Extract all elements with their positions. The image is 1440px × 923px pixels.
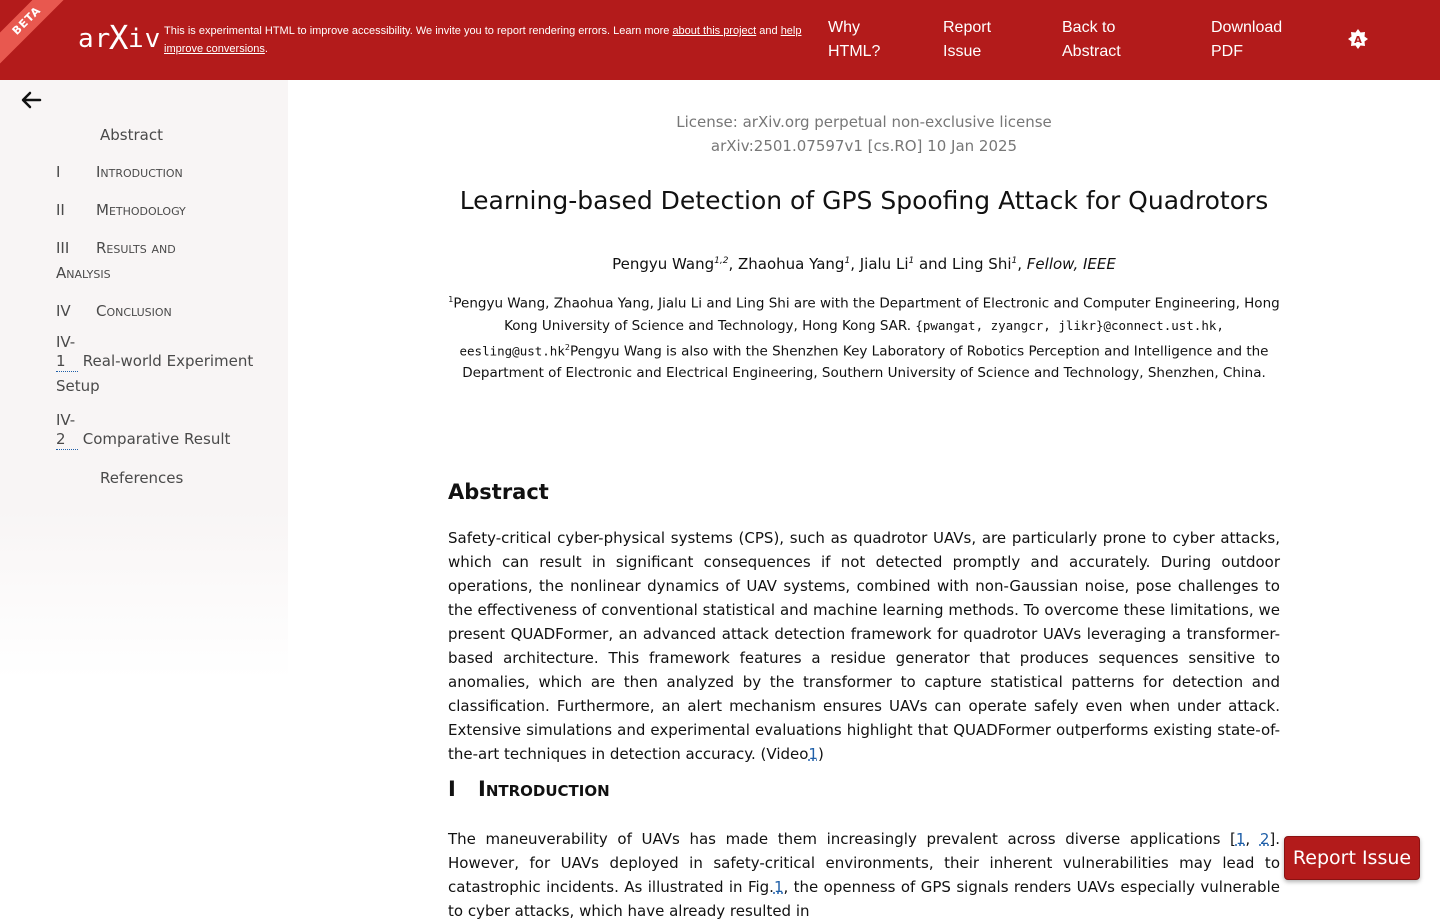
abstract-heading: Abstract bbox=[448, 480, 549, 504]
author-sup: 1,2 bbox=[714, 256, 729, 266]
arxiv-id: arXiv:2501.07597v1 [cs.RO] 10 Jan 2025 bbox=[710, 137, 1018, 155]
arrow-left-icon[interactable] bbox=[20, 90, 42, 110]
author-name: Zhaohua Yang bbox=[738, 255, 845, 273]
nav-label: PDF bbox=[1211, 43, 1243, 60]
experimental-notice bbox=[164, 22, 814, 58]
beta-ribbon: BETA bbox=[0, 0, 74, 68]
toc-item-conclusion[interactable] bbox=[56, 299, 266, 324]
section-number: I bbox=[448, 777, 456, 801]
toc-number: IV bbox=[56, 302, 71, 320]
author-list: Pengyu Wang$^{1,2}$, Zhaohua Yang$^1$, Jialu Li$^1$ and Ling Shi$^1$, Fellow, IEEE bbox=[612, 255, 1116, 273]
abstract-text: Safety-critical cyber-physical systems (CPS), such as quadrotor UAVs, are particularly prone to cyber attacks, which can result in significant consequences if not detected promptly and accurately. During outdoor operations, the nonlinear dynamics of UAV systems, combined with non-Gaussian noise, pose challenges to the effectiveness of conventional statistical and machine learning methods. To overcome these limitations, we present QUADFormer, an advanced attack detection framework for quadrotor UAVs leveraging a transformer-based architecture. This framework features a residue generator that produces sequences sensitive to anomalies, which are then analyzed by the transformer to capture statistical patterns for detection and classification. Furthermore, an alert mechanism ensures UAVs can operate safely even when under attack. Extensive simulations and experimental evaluations highlight that QUADFormer outperforms existing state-of-the-art techniques in detection accuracy. (Video bbox=[448, 529, 1280, 763]
toc-label: Results and Analysis bbox=[56, 239, 176, 282]
toc-label: Conclusion bbox=[96, 302, 172, 320]
improve-conversions-link[interactable]: help improve conversions bbox=[164, 25, 802, 55]
nav-label: Issue bbox=[943, 43, 982, 60]
header-bar bbox=[0, 0, 1440, 80]
notice-text-end: . bbox=[264, 43, 268, 55]
author-sup: 1 bbox=[844, 256, 851, 266]
toc-item-experiment-setup[interactable] bbox=[56, 333, 256, 399]
figure-link[interactable]: 1 bbox=[773, 878, 784, 896]
toc-number: IV-2 bbox=[56, 411, 78, 450]
abstract-end: ) bbox=[817, 745, 824, 763]
toc-label: Abstract bbox=[100, 126, 163, 144]
nav-back-to-abstract[interactable] bbox=[1062, 16, 1121, 64]
nav-download-pdf[interactable] bbox=[1211, 16, 1282, 64]
nav-label: Back to bbox=[1062, 19, 1116, 36]
author-suffix: Fellow, IEEE bbox=[1026, 255, 1116, 273]
toc-item-results[interactable] bbox=[56, 236, 226, 286]
license-text: License: arXiv.org perpetual non-exclusive license bbox=[676, 113, 1052, 131]
nav-label: Download bbox=[1211, 19, 1283, 36]
nav-report-issue[interactable] bbox=[943, 16, 991, 64]
toc-item-introduction[interactable] bbox=[56, 160, 266, 185]
affil-text: Pengyu Wang, Zhaohua Yang, Jialu Li and Ling Shi are with the Department of Electronic and Computer Engineering, Hong Kong University of Science and Technology, Hong Kong SAR. bbox=[453, 295, 1280, 334]
author-sup: 1 bbox=[1011, 256, 1018, 266]
svg-text:A: A bbox=[1354, 35, 1362, 46]
nav-label: Why bbox=[828, 19, 860, 36]
toc-item-comparative-result[interactable] bbox=[56, 411, 256, 452]
section-title: Introduction bbox=[478, 777, 610, 801]
report-issue-button[interactable]: Report Issue bbox=[1284, 836, 1420, 880]
citation-link[interactable]: 2 bbox=[1259, 830, 1270, 848]
logo-text-x: X bbox=[109, 20, 131, 58]
toc-sidebar bbox=[0, 80, 288, 900]
toc-label: Comparative Result bbox=[82, 430, 231, 448]
intro-text: ]. However, for UAVs deployed in safety-critical environments, their inherent vulnerabilities may lead to catastrophic incidents. As illustrated in Fig. bbox=[448, 830, 1280, 896]
author-name: Jialu Li bbox=[859, 255, 909, 273]
nav-why-html[interactable] bbox=[828, 16, 880, 64]
author-name: Ling Shi bbox=[951, 255, 1012, 273]
paper-title: Learning-based Detection of GPS Spoofing Attack for Quadrotors bbox=[459, 186, 1269, 215]
license-block bbox=[448, 110, 1280, 158]
arxiv-logo[interactable] bbox=[78, 20, 162, 58]
nav-label: Report bbox=[943, 19, 992, 36]
toc-number: III bbox=[56, 239, 70, 257]
theme-toggle-icon[interactable] bbox=[1348, 29, 1368, 49]
abstract-paragraph bbox=[448, 526, 1280, 766]
affil-sup: 1 bbox=[448, 295, 454, 304]
toc-item-references[interactable] bbox=[100, 466, 310, 491]
toc-number: II bbox=[56, 201, 65, 219]
toc-item-methodology[interactable] bbox=[56, 198, 266, 223]
toc-label: Real-world Experiment Setup bbox=[56, 352, 254, 395]
notice-text-and: and bbox=[756, 25, 781, 37]
author-name: Pengyu Wang bbox=[612, 255, 715, 273]
toc-item-abstract[interactable] bbox=[100, 123, 310, 148]
logo-text-right: iv bbox=[127, 24, 162, 54]
affiliations bbox=[448, 289, 1280, 384]
affil-text: Pengyu Wang is also with the Shenzhen Key Laboratory of Robotics Perception and Intelligence and the Department of Electronic and Electrical Engineering, Southern University of Science and Technology, Shenzhen, China. bbox=[462, 343, 1269, 381]
toc-label: References bbox=[100, 469, 184, 487]
citation-link[interactable]: 1 bbox=[1235, 830, 1246, 848]
introduction-heading bbox=[448, 777, 610, 801]
introduction-paragraph bbox=[448, 827, 1280, 923]
nav-label: HTML? bbox=[828, 43, 881, 60]
affil-sup: 2 bbox=[564, 342, 570, 352]
intro-text: , the openness of GPS signals renders UAVs especially vulnerable to cyber attacks, which have already resulted in bbox=[448, 878, 1280, 920]
toc-number: IV-1 bbox=[56, 333, 78, 372]
toc-label: Introduction bbox=[96, 163, 183, 181]
toc-number: I bbox=[56, 163, 61, 181]
toc-label: Methodology bbox=[96, 201, 186, 219]
intro-text: The maneuverability of UAVs has made them increasingly prevalent across diverse applications [ bbox=[448, 830, 1236, 848]
nav-label: Abstract bbox=[1062, 43, 1121, 60]
logo-text-left: ar bbox=[78, 24, 112, 54]
video-footnote-link[interactable]: 1 bbox=[808, 745, 818, 763]
intro-sep: , bbox=[1245, 830, 1260, 848]
about-project-link[interactable]: about this project bbox=[672, 25, 757, 37]
notice-text: This is experimental HTML to improve accessibility. We invite you to report rendering errors. Learn more bbox=[164, 25, 673, 37]
affil-emails: {pwangat, zyangcr, jlikr}@connect.ust.hk, eesling@ust.hk bbox=[459, 317, 1224, 358]
author-sup: 1 bbox=[908, 256, 915, 266]
